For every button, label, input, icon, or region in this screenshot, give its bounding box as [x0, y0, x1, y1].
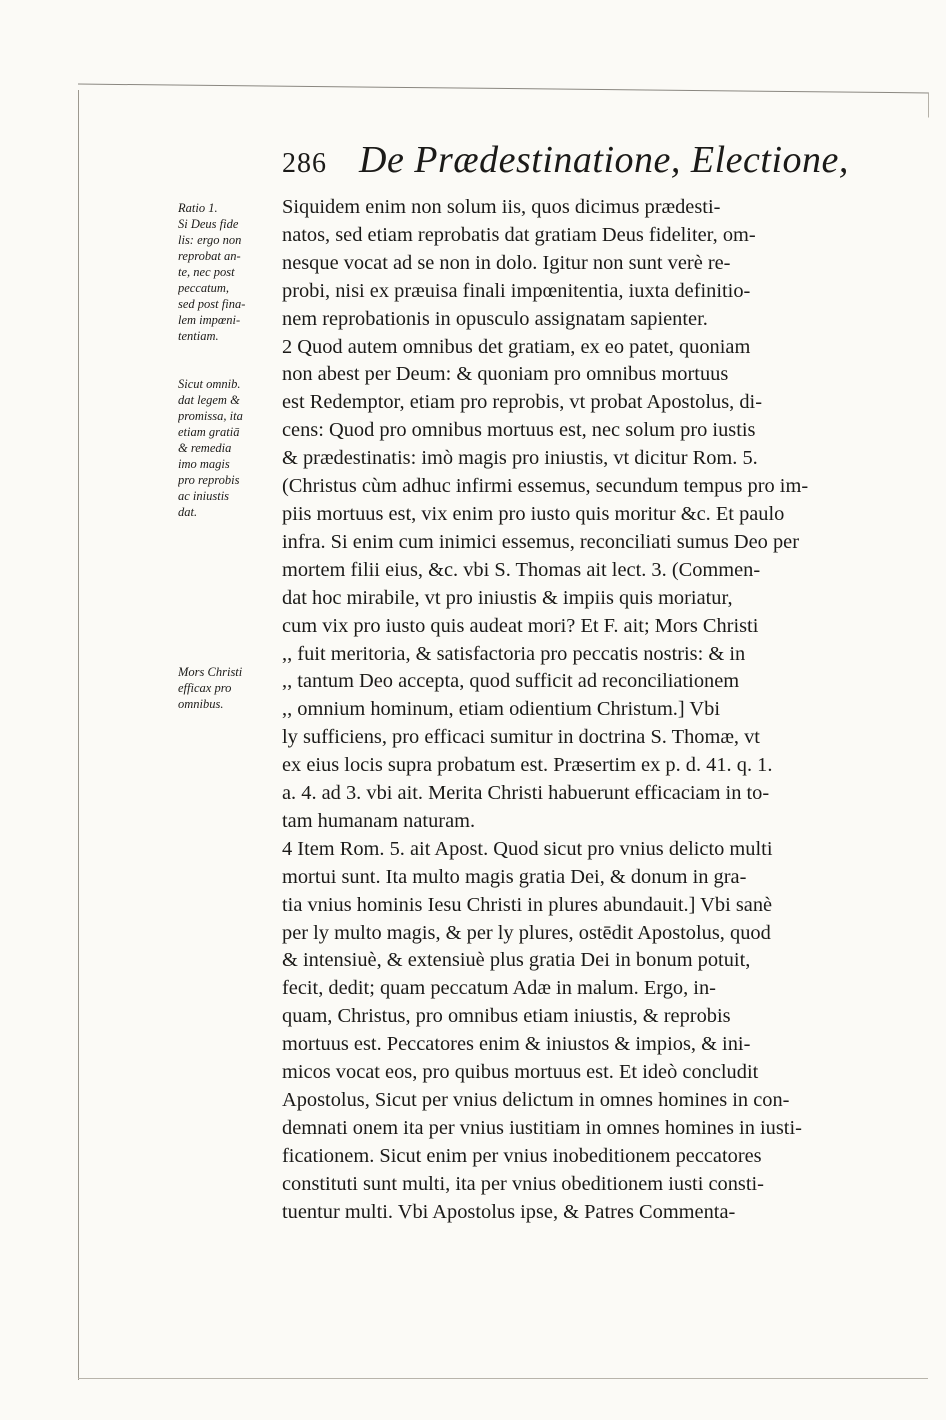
text-line: demnati onem ita per vnius iustitiam in omnes homines in iusti-	[282, 1116, 802, 1139]
page-edge-top	[78, 84, 929, 118]
text-line: tia vnius hominis Iesu Christi in plures abundauit.] Vbi sanè	[282, 893, 773, 916]
page-header	[282, 138, 922, 188]
text-line: Siquidem enim non solum iis, quos dicimus prædesti-	[282, 196, 721, 218]
margin-note-line: imo magis	[178, 457, 230, 471]
margin-note-line: dat legem &	[178, 393, 240, 407]
text-line: ficationem. Sicut enim per vnius inobeditionem peccatores	[282, 1144, 762, 1167]
margin-note-line: promissa, ita	[178, 409, 243, 423]
margin-note-line: efficax pro	[178, 681, 232, 695]
text-line: Apostolus, Sicut per vnius delictum in omnes homines in con-	[282, 1089, 790, 1111]
margin-note-line: pro reprobis	[178, 473, 240, 487]
text-line: nem reprobationis in opusculo assignatam sapienter.	[282, 307, 708, 330]
page-edge-left	[78, 90, 79, 1380]
text-line: 4 Item Rom. 5. ait Apost. Quod sicut pro vnius delicto multi	[282, 837, 773, 860]
text-line: non abest per Deum: & quoniam pro omnibus mortuus	[282, 363, 729, 386]
text-line: piis mortuus est, vix enim pro iusto quis moritur &c. Et paulo	[282, 502, 785, 525]
text-line: ,, tantum Deo accepta, quod sufficit ad reconciliationem	[282, 670, 740, 693]
text-line: quam, Christus, pro omnibus etiam iniustis, & reprobis	[282, 1005, 731, 1028]
text-line: (Christus cùm adhuc infirmi essemus, secundum tempus pro im-	[282, 475, 809, 498]
text-line: nesque vocat ad se non in dolo. Igitur non sunt verè re-	[282, 251, 731, 274]
text-line: mortuus est. Peccatores enim & iniustos & impios, & ini-	[282, 1033, 751, 1056]
text-line: micos vocat eos, pro quibus mortuus est. Et ideò concludit	[282, 1061, 759, 1084]
text-line: cens: Quod pro omnibus mortuus est, nec solum pro iustis	[282, 419, 756, 442]
margin-note-line: Si Deus fide	[178, 217, 239, 231]
body-text	[282, 194, 910, 1227]
margin-note-line: Ratio 1.	[178, 201, 218, 215]
text-line: infra. Si enim cum inimici essemus, reconciliati sumus Deo per	[282, 530, 800, 553]
text-line: natos, sed etiam reprobatis dat gratiam Deus fideliter, om-	[282, 223, 756, 246]
margin-note-line: te, nec post	[178, 265, 235, 279]
text-line: a. 4. ad 3. vbi ait. Merita Christi habuerunt efficaciam in to-	[282, 782, 770, 805]
margin-note-line: sed post fina-	[178, 297, 246, 311]
text-line: ,, fuit meritoria, & satisfactoria pro peccatis nostris: & in	[282, 642, 746, 665]
text-line: est Redemptor, etiam pro reprobis, vt probat Apostolus, di-	[282, 391, 762, 414]
margin-note-line: tentiam.	[178, 329, 219, 343]
text-line: dat hoc mirabile, vt pro iniustis & impiis quis moriatur,	[282, 586, 733, 609]
margin-note-line: Mors Christi	[178, 665, 243, 679]
text-line: mortui sunt. Ita multo magis gratia Dei, & donum in gra-	[282, 865, 747, 888]
text-line: per ly multo magis, & per ly plures, ostēdit Apostolus, quod	[282, 921, 771, 944]
text-line: & intensiuè, & extensiuè plus gratia Dei in bonum potuit,	[282, 949, 751, 972]
margin-note	[178, 664, 242, 712]
margin-note-line: & remedia	[178, 441, 232, 455]
text-line: tam humanam naturam.	[282, 809, 476, 832]
margin-note-line: Sicut omnib.	[178, 377, 241, 391]
text-line: constituti sunt multi, ita per vnius obeditionem iusti consti-	[282, 1172, 764, 1195]
margin-note-line: reprobat an-	[178, 249, 241, 263]
text-line: probi, nisi ex præuisa finali impœnitentia, iuxta definitio-	[282, 279, 751, 302]
margin-note-line: ac iniustis	[178, 489, 230, 503]
text-line: cum vix pro iusto quis audeat mori? Et F. ait; Mors Christi	[282, 614, 759, 637]
text-line: & prædestinatis: imò magis pro iniustis, vt dicitur Rom. 5.	[282, 447, 758, 470]
text-line: fecit, dedit; quam peccatum Adæ in malum. Ergo, in-	[282, 977, 716, 1000]
margin-note-line: lis: ergo non	[178, 233, 242, 247]
margin-note-line: lem impœni-	[178, 313, 241, 327]
margin-note-line: etiam gratiā	[178, 425, 240, 439]
page-edge-bottom	[78, 1378, 928, 1379]
text-line: ex eius locis supra probatum est. Præsertim ex p. d. 41. q. 1.	[282, 754, 773, 777]
margin-note	[178, 376, 243, 520]
margin-note-line: peccatum,	[178, 281, 230, 295]
page-number: 286	[282, 148, 327, 179]
margin-note-line: omnibus.	[178, 697, 224, 711]
margin-note-line: dat.	[178, 505, 198, 519]
margin-note	[178, 200, 245, 344]
running-title: De Prædestinatione, Electione,	[359, 139, 849, 181]
text-line: ,, omnium hominum, etiam odientium Christum.] Vbi	[282, 698, 721, 721]
text-line: mortem filii eius, &c. vbi S. Thomas ait lect. 3. (Commen-	[282, 558, 761, 581]
text-line: ly sufficiens, pro efficaci sumitur in doctrina S. Thomæ, vt	[282, 726, 760, 749]
text-line: tuentur multi. Vbi Apostolus ipse, & Patres Commenta-	[282, 1200, 736, 1223]
text-line: 2 Quod autem omnibus det gratiam, ex eo patet, quoniam	[282, 335, 751, 358]
